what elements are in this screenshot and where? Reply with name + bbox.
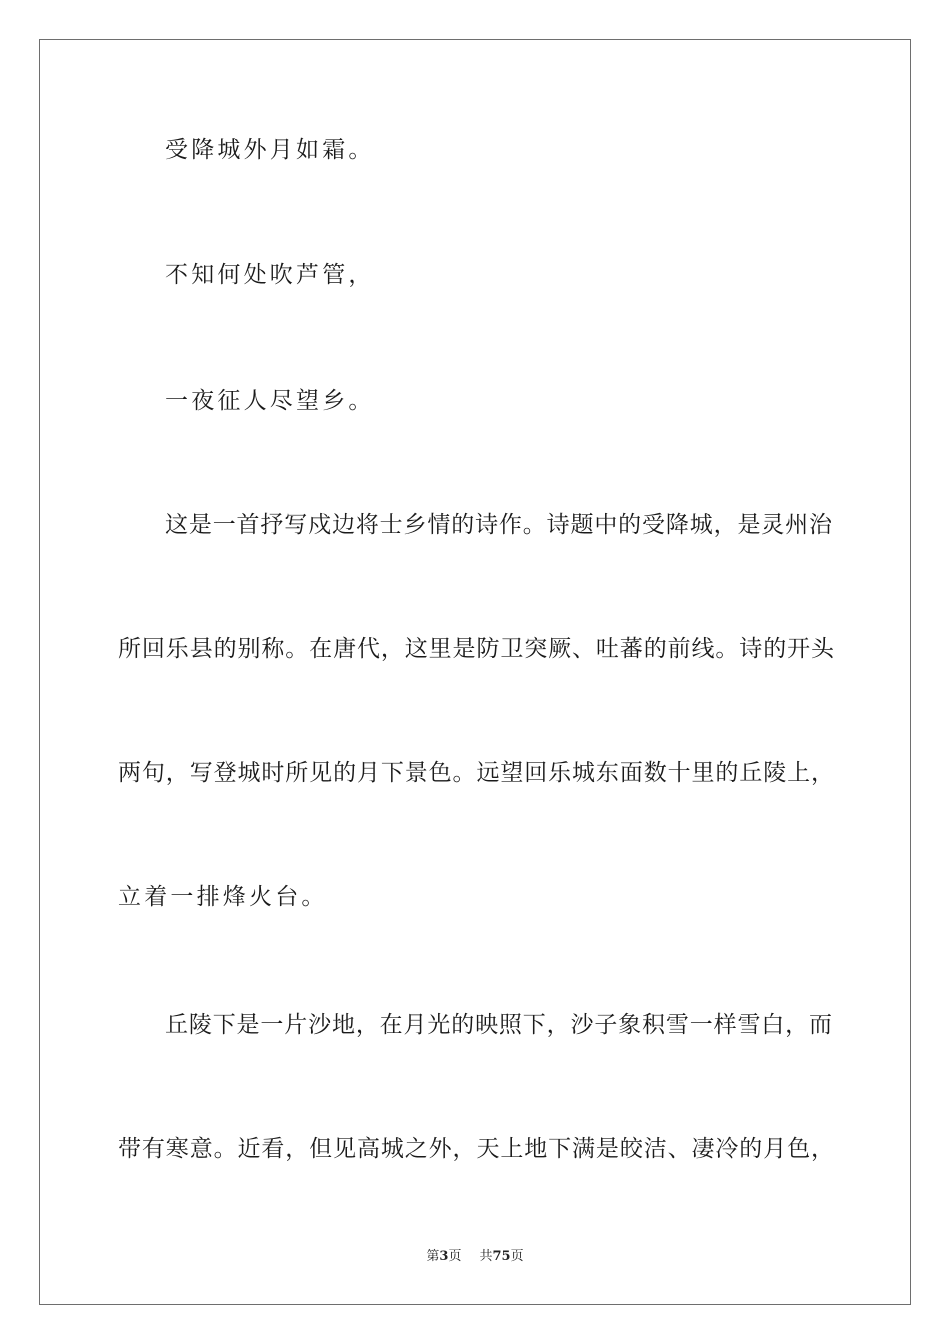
paragraph-1-line-2: 所回乐县的别称。在唐代，这里是防卫突厥、吐蕃的前线。诗的开头 [118, 636, 834, 662]
paragraph-2-line-1: 丘陵下是一片沙地，在月光的映照下，沙子象积雪一样雪白，而 [165, 1012, 832, 1038]
paragraph-1-line-3: 两句，写登城时所见的月下景色。远望回乐城东面数十里的丘陵上， [118, 760, 834, 786]
poem-line-2: 不知何处吹芦管， [165, 262, 375, 288]
page-prefix: 第 [426, 1249, 440, 1264]
page-border [39, 39, 911, 1305]
paragraph-1-line-1: 这是一首抒写戍边将士乡情的诗作。诗题中的受降城，是灵州治 [165, 512, 832, 538]
poem-line-1: 受降城外月如霜。 [165, 137, 375, 163]
poem-line-3: 一夜征人尽望乡。 [165, 388, 375, 414]
total-prefix: 共 [479, 1249, 493, 1264]
page-number: 3 [439, 1249, 449, 1264]
paragraph-1-line-4: 立着一排烽火台。 [118, 884, 328, 910]
total-suffix: 页 [510, 1249, 524, 1264]
total-pages: 75 [492, 1249, 511, 1264]
paragraph-2-line-2: 带有寒意。近看，但见高城之外，天上地下满是皎洁、凄冷的月色， [118, 1136, 834, 1162]
page-footer [0, 1248, 950, 1266]
page-suffix: 页 [448, 1249, 462, 1264]
